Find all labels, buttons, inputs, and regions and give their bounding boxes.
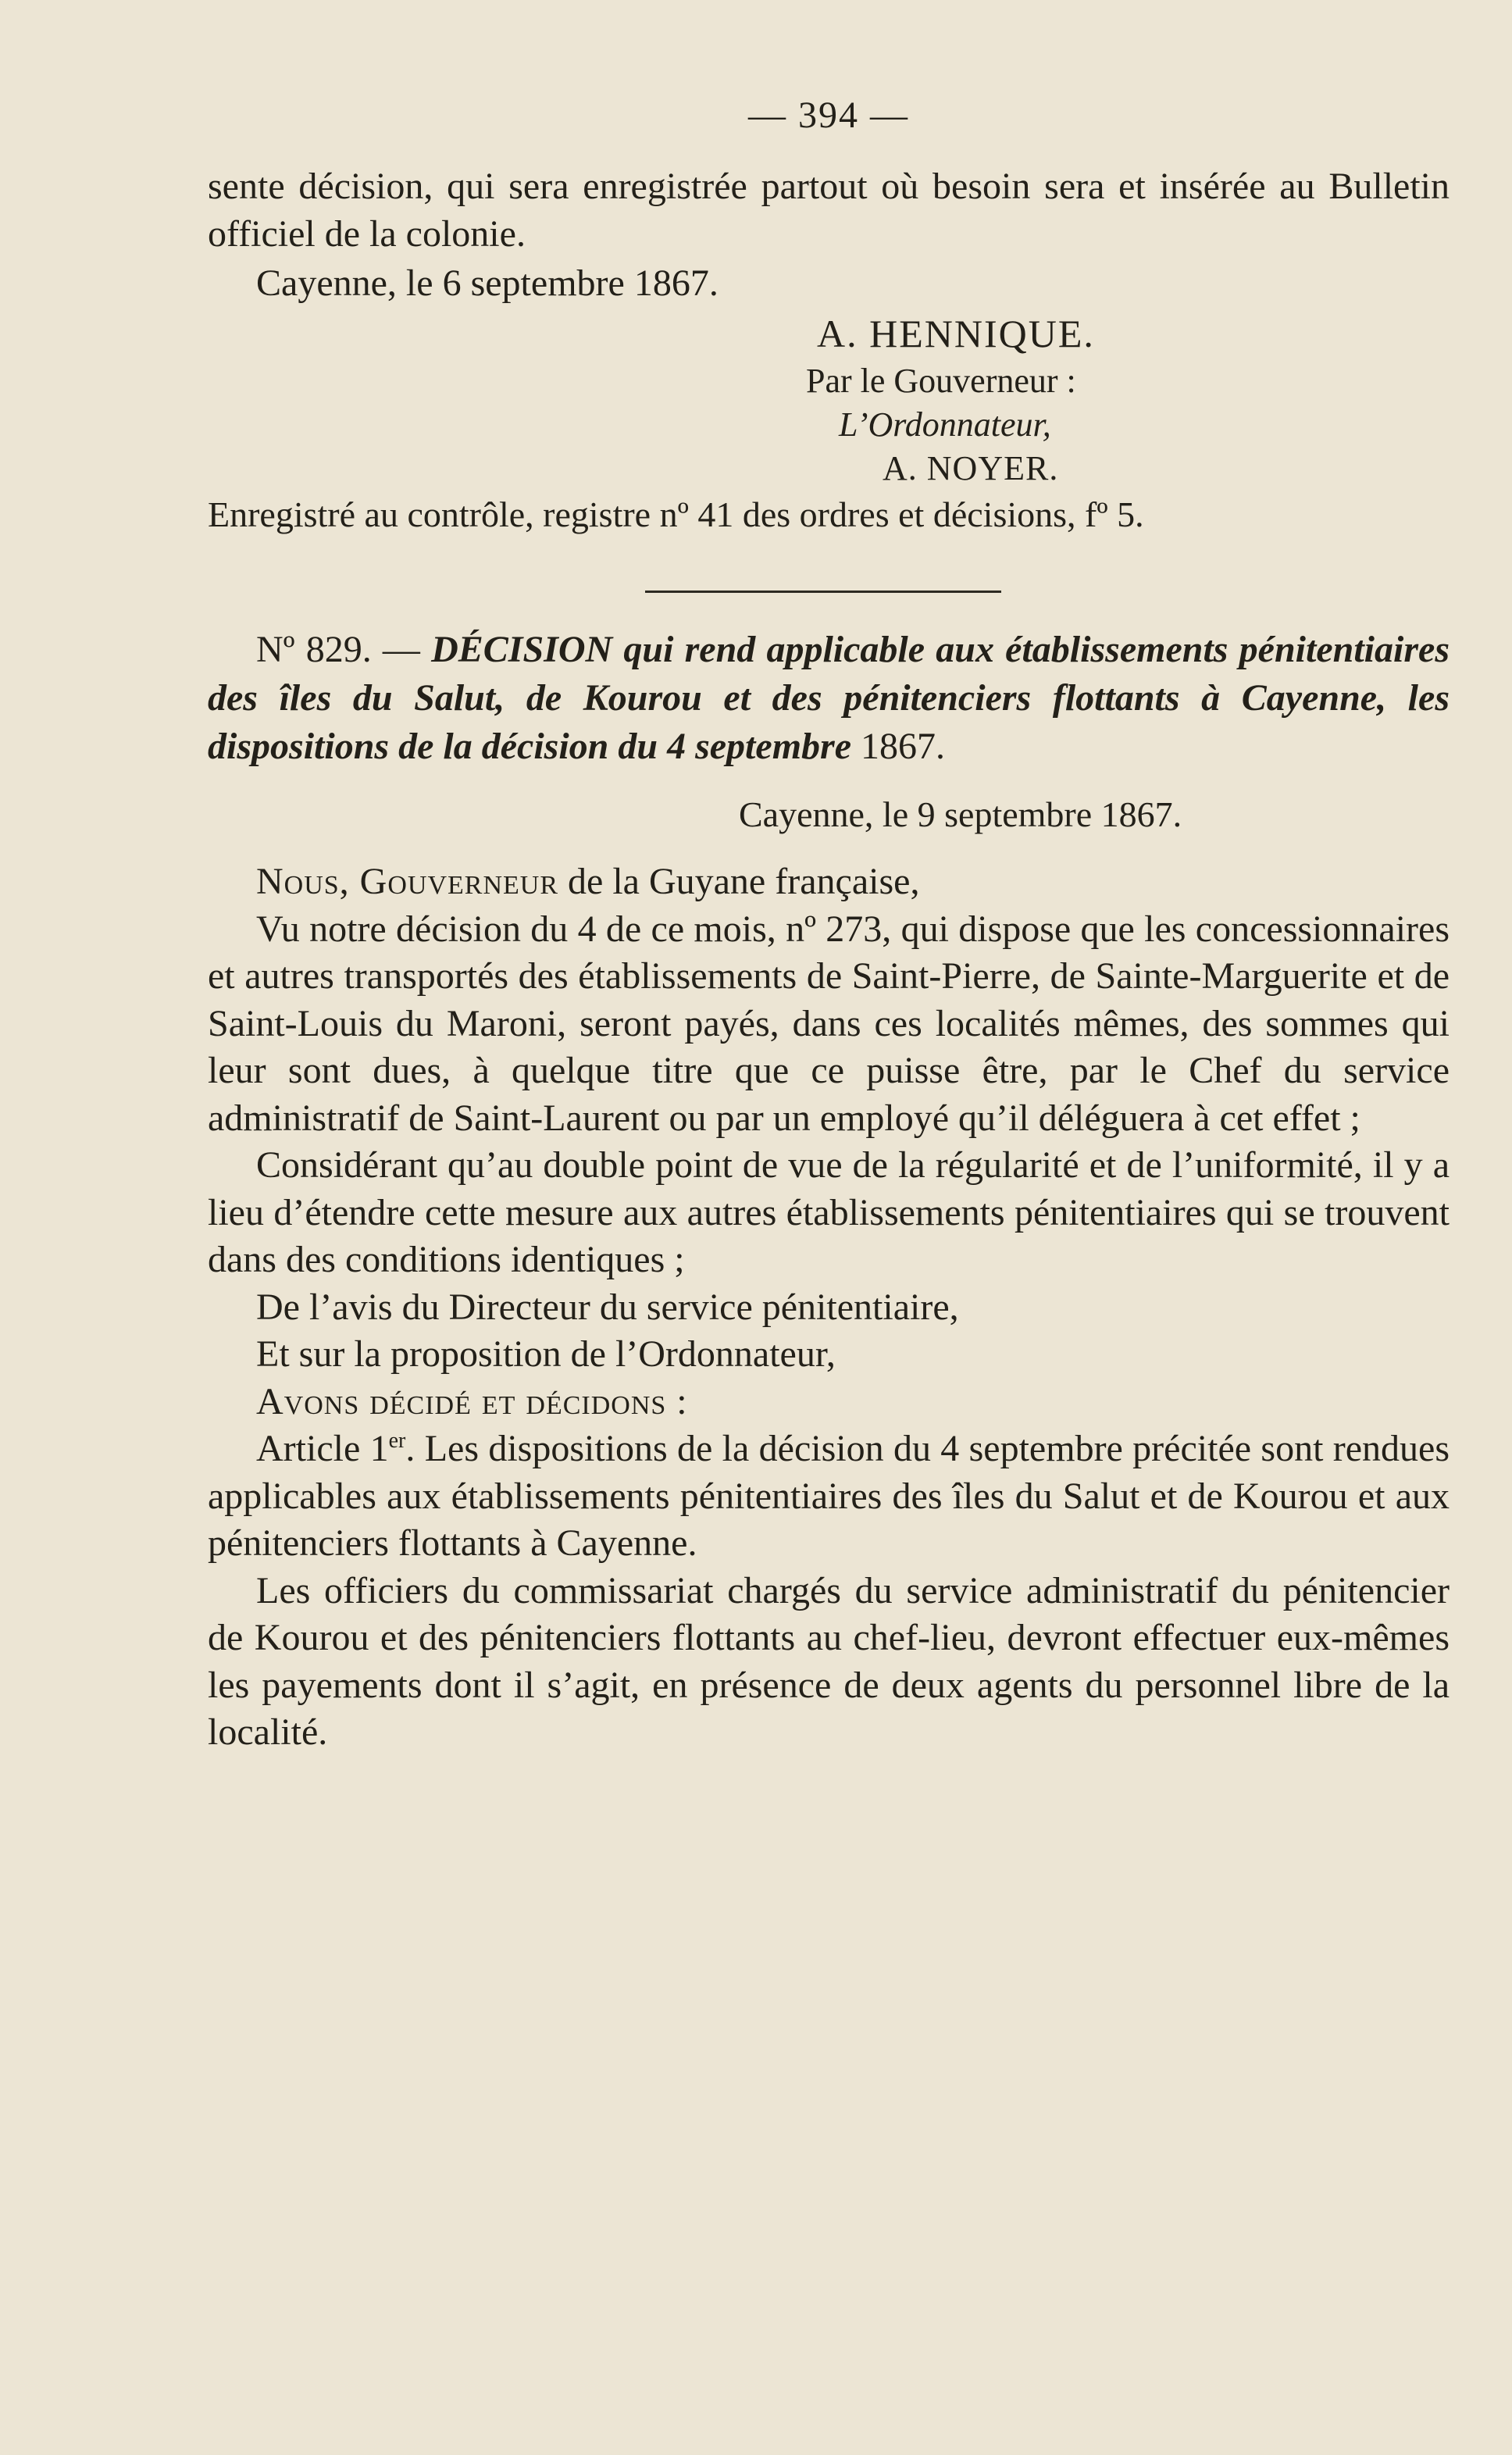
decision-title-word: DÉCISION (431, 629, 613, 670)
registration-note: Enregistré au contrôle, registre nº 41 des ordres et décisions, fº 5. (208, 494, 1144, 534)
decision-number: Nº 829. — (256, 629, 420, 670)
article-label: Article 1 (256, 1428, 389, 1469)
previous-place-date: Cayenne, le 6 septembre 1867. (256, 262, 719, 304)
avons-decide: Avons décidé et décidons : (256, 1380, 688, 1422)
decision-heading (208, 626, 1450, 771)
officers-paragraph: Les officiers du commissariat chargés du service administratif du pénitencier de Kourou et des pénitenciers flottants au chef-lieu, devront effectuer eux-mêmes les payements dont il s’agit, en présence de deux agents du personnel libre de la localité. (208, 1569, 1450, 1753)
preamble-nous: Nous, Gouverneur (256, 861, 559, 902)
article-superscript: er (388, 1429, 406, 1453)
article-text: . Les dispositions de la décision du 4 septembre précitée sont rendues applicables aux établissements pénitentiaires des îles du Salut et de Kourou et aux pénitenciers flottants à Cayenne. (208, 1428, 1450, 1564)
preamble (208, 858, 1450, 906)
vu-paragraph: Vu notre décision du 4 de ce mois, nº 273, qui dispose que les concessionnaires et autres transportés des établissements de Saint-Pierre, de Sainte-Marguerite et de Saint-Louis du Maroni, seront payés, dans ces localités mêmes, des sommes qui leur sont dues, à quelque titre que ce puisse être, par le Chef du service administratif de Saint-Laurent ou par un employé qu’il déléguera à cet effet ; (208, 908, 1450, 1139)
decision-body (208, 858, 1450, 1757)
article-1-paragraph (208, 1426, 1450, 1568)
decision-place-date: Cayenne, le 9 septembre 1867. (739, 794, 1182, 834)
previous-decision-closing: sente décision, qui sera enregistrée partout où besoin sera et insérée au Bulletin officiel de la colonie. (208, 166, 1450, 255)
countersigner-role: L’Ordonnateur, (839, 405, 1051, 444)
avis-paragraph: De l’avis du Directeur du service pénitentiaire, (256, 1286, 959, 1328)
signatory-name: A. HENNIQUE. (817, 312, 1095, 355)
proposition-paragraph: Et sur la proposition de l’Ordonnateur, (256, 1333, 836, 1375)
page-number: — 394 — (748, 95, 909, 136)
preamble-rest: de la Guyane française, (568, 861, 920, 902)
countersigner-name: A. NOYER. (883, 449, 1059, 487)
by-order-line: Par le Gouverneur : (806, 362, 1076, 400)
considerant-paragraph: Considérant qu’au double point de vue de la régularité et de l’uniformité, il y a lieu d’étendre cette mesure aux autres établissements pénitentiaires qui se trouvent dans des conditions identiques ; (208, 1144, 1450, 1280)
decision-title-year: 1867. (861, 726, 946, 767)
decision-title-rest: qui rend applicable aux établissements pénitentiaires des îles du Salut, de Kourou et des pénitenciers flottants à Cayenne, les dispositions de la décision du 4 septembre (208, 629, 1450, 767)
section-divider (645, 591, 1001, 593)
text-block (208, 94, 1450, 1757)
